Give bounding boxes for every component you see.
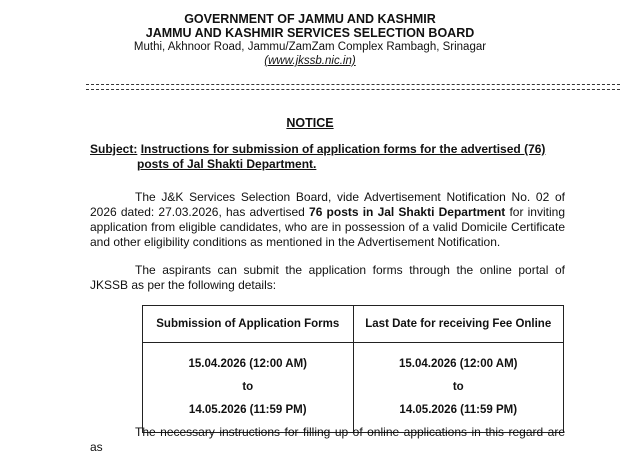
- subject-line-1: Instructions for submission of application forms for the advertised (76): [140, 142, 546, 156]
- fee-to-label: to: [452, 381, 464, 393]
- subject-line-2: posts of Jal Shakti Department.: [137, 157, 317, 171]
- notice-title: NOTICE: [286, 116, 334, 130]
- paragraph-portal: [90, 263, 565, 293]
- subject-label: Subject:: [90, 142, 138, 156]
- submission-to-label: to: [242, 381, 254, 393]
- submission-to-date: 14.05.2026 (11:59 PM): [188, 404, 307, 416]
- para3-text: The necessary instructions for filling up of online applications in this regard are as: [90, 425, 565, 454]
- header-address: Muthi, Akhnoor Road, Jammu/ZamZam Complex Rambagh, Srinagar: [133, 41, 487, 53]
- table-header-row: [143, 306, 564, 343]
- para1-bold-posts: 76 posts in Jal Shakti Department: [309, 205, 506, 219]
- para2-text: The aspirants can submit the application forms through the online portal of JKSSB as per the following details:: [90, 263, 565, 292]
- paragraph-advertisement: [90, 190, 565, 250]
- header-divider: [86, 84, 620, 90]
- fee-from-date: 15.04.2026 (12:00 AM): [399, 358, 518, 370]
- para1-text-after: for inviting application from eligible candidates, who are in possession of a valid Domicile Certificate and other eligibility conditions as mentioned in the Advertisement Notification.: [90, 205, 565, 249]
- cell-fee: [353, 343, 564, 433]
- cell-submission: [143, 343, 354, 433]
- submission-from-date: 15.04.2026 (12:00 AM): [188, 358, 307, 370]
- schedule-table: [142, 305, 564, 433]
- subject: [90, 142, 570, 172]
- fee-to-date: 14.05.2026 (11:59 PM): [399, 404, 518, 416]
- header-government: GOVERNMENT OF JAMMU AND KASHMIR: [184, 12, 436, 26]
- header-fee-last-date: Last Date for receiving Fee Online: [353, 306, 564, 343]
- header-submission: Submission of Application Forms: [143, 306, 354, 343]
- table-row: [143, 343, 564, 433]
- header-website-link[interactable]: (www.jkssb.nic.in): [264, 55, 356, 67]
- para1-text-before: The J&K Services Selection Board, vide Advertisement Notification No. 02 of 2026 dated: 27.03.2026, has advertised: [90, 190, 565, 219]
- header-board: JAMMU AND KASHMIR SERVICES SELECTION BOARD: [145, 26, 475, 40]
- letterhead: [0, 12, 620, 68]
- paragraph-instructions: [90, 425, 565, 455]
